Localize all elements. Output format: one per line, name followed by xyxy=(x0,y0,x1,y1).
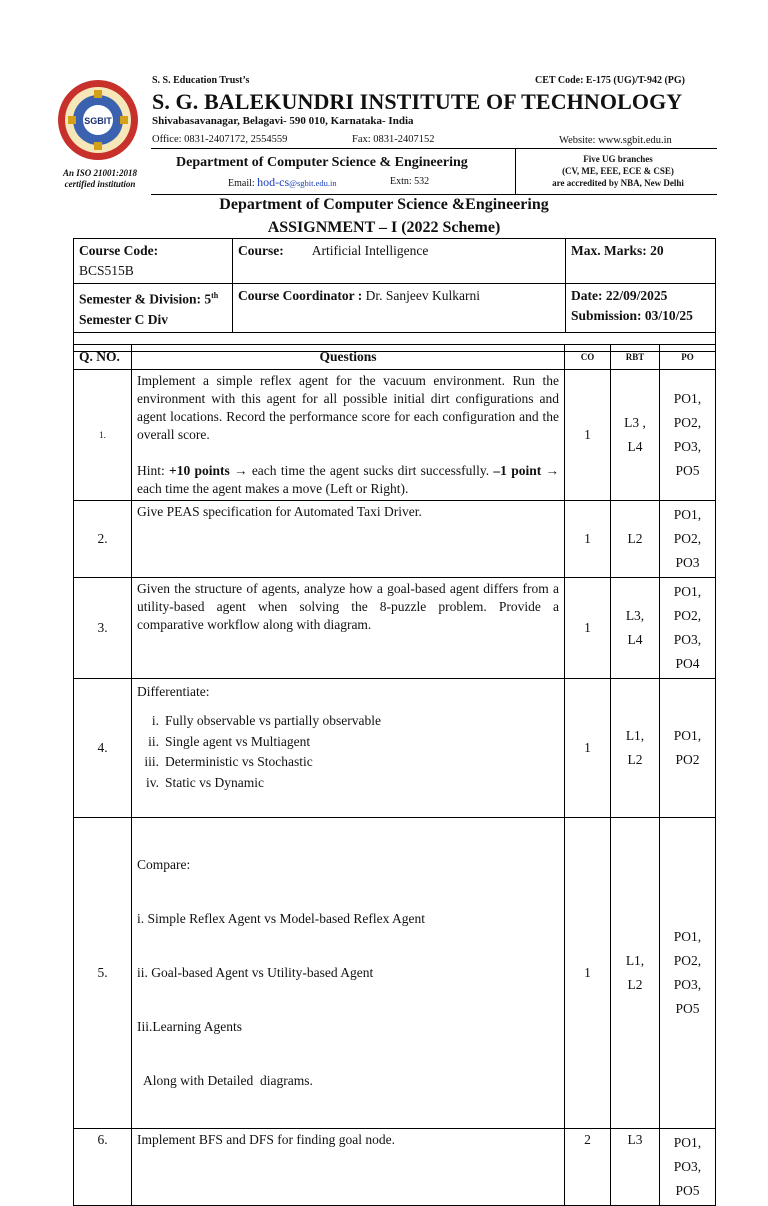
document-department-title: Department of Computer Science &Engineering xyxy=(219,196,549,213)
question-text xyxy=(132,679,565,818)
institute-name: S. G. BALEKUNDRI INSTITUTE OF TECHNOLOGY xyxy=(152,89,683,114)
table-row xyxy=(74,578,716,679)
table-row xyxy=(74,501,716,578)
question-text: Implement BFS and DFS for finding goal node. xyxy=(132,1129,565,1206)
po-value: PO1, PO2, PO3, PO5 xyxy=(660,818,716,1129)
co-value: 1 xyxy=(565,679,611,818)
rbt-value: L1, L2 xyxy=(611,679,660,818)
department-email xyxy=(228,175,337,190)
question-number: 4. xyxy=(74,679,132,818)
question-text: Compare: i. Simple Reflex Agent vs Model-based Reflex Agent ii. Goal-based Agent vs Utility-based Agent Iii.Learning Agents Along with Detailed diagrams. xyxy=(132,818,565,1129)
table-row xyxy=(74,679,716,818)
question-body: Differentiate: xyxy=(137,684,210,699)
co-value: 1 xyxy=(565,501,611,578)
table-row xyxy=(74,818,716,1129)
course-info-table xyxy=(73,238,716,352)
co-value: 1 xyxy=(565,578,611,679)
iso-line1: An ISO 21001:2018 xyxy=(62,168,137,178)
list-item: iii. Deterministic vs Stochastic xyxy=(144,754,313,769)
question-number: 6. xyxy=(74,1129,132,1206)
rbt-value: L3 xyxy=(611,1129,660,1206)
question-number: 2. xyxy=(74,501,132,578)
co-value: 1 xyxy=(565,370,611,501)
coordinator-name: Dr. Sanjeev Kulkarni xyxy=(365,288,480,303)
rbt-value: L2 xyxy=(611,501,660,578)
header-rule-top xyxy=(151,148,717,149)
office-phone: Office: 0831-2407172, 2554559 xyxy=(152,134,288,145)
dates-cell xyxy=(566,284,716,333)
email-user-link[interactable]: hod-cs xyxy=(257,175,290,189)
question-number: 3. xyxy=(74,578,132,679)
po-value: PO1, PO2, PO3 xyxy=(660,501,716,578)
header-rbt: RBT xyxy=(611,345,660,370)
accreditation-note xyxy=(520,153,716,189)
course-label: Course: xyxy=(238,243,284,258)
question-text xyxy=(132,370,565,501)
question-number: 1. xyxy=(74,370,132,501)
questions-table xyxy=(73,344,716,1206)
header-questions: Questions xyxy=(132,345,565,370)
assignment-date: Date: 22/09/2025 xyxy=(571,288,668,303)
po-value: PO1, PO2 xyxy=(660,679,716,818)
header-divider xyxy=(515,148,516,194)
header-rule-bottom xyxy=(151,194,717,195)
question-text: Given the structure of agents, analyze how a goal-based agent differs from a utility-based agent when solving the 8-puzzle problem. Provide a comparative workflow along with diagram. xyxy=(132,578,565,679)
question-text: Give PEAS specification for Automated Taxi Driver. xyxy=(132,501,565,578)
trust-name: S. S. Education Trust’s xyxy=(152,75,250,86)
course-code-cell xyxy=(74,239,233,284)
ug-line2: (CV, ME, EEE, ECE & CSE) xyxy=(562,166,674,176)
semester-label: Semester & Division: 5 xyxy=(79,291,212,307)
table-row xyxy=(74,370,716,501)
email-label: Email: xyxy=(228,178,255,189)
table-header-row xyxy=(74,345,716,370)
list-item: ii. Single agent vs Multiagent xyxy=(148,733,311,749)
differentiate-list xyxy=(137,711,559,793)
header-po: PO xyxy=(660,345,716,370)
rbt-value: L3, L4 xyxy=(611,578,660,679)
header-co: CO xyxy=(565,345,611,370)
co-value: 1 xyxy=(565,818,611,1129)
header-qno: Q. NO. xyxy=(74,345,132,370)
max-marks: Max. Marks: 20 xyxy=(566,239,716,284)
course-value: Artificial Intelligence xyxy=(311,243,429,258)
course-cell xyxy=(233,239,566,284)
question-number: 5. xyxy=(74,818,132,1129)
extension: Extn: 532 xyxy=(390,176,430,187)
email-domain-link[interactable]: @sgbit.edu.in xyxy=(289,178,337,188)
semester-suffix: th xyxy=(211,291,219,300)
course-code-label: Course Code: xyxy=(79,243,159,258)
website: Website: www.sgbit.edu.in xyxy=(559,135,672,146)
course-code-value: BCS515B xyxy=(79,263,134,278)
iso-line2: certified institution xyxy=(64,179,136,189)
coordinator-label: Course Coordinator : xyxy=(238,288,363,303)
department-header: Department of Computer Science & Engineering xyxy=(176,155,468,170)
institute-address: Shivabasavanagar, Belagavi- 590 010, Karnataka- India xyxy=(152,115,414,127)
po-value: PO1, PO2, PO3, PO4 xyxy=(660,578,716,679)
cet-code: CET Code: E-175 (UG)/T-942 (PG) xyxy=(535,75,685,86)
po-value: PO1, PO3, PO5 xyxy=(660,1129,716,1206)
semester-cell xyxy=(74,284,233,333)
institute-logo xyxy=(56,78,140,162)
table-row xyxy=(74,1129,716,1206)
iso-certification xyxy=(52,168,148,190)
logo-text: SGBIT xyxy=(84,116,112,126)
co-value: 2 xyxy=(565,1129,611,1206)
fax-number: Fax: 0831-2407152 xyxy=(352,134,435,145)
assignment-title: ASSIGNMENT – I (2022 Scheme) xyxy=(267,219,501,236)
list-item: i. Fully observable vs partially observable xyxy=(151,713,381,728)
question-hint: Hint: +10 points → each time the agent sucks dirt successfully. –1 point → each time the agent makes a move (Left or Right). xyxy=(137,463,559,496)
coordinator-cell xyxy=(233,284,566,333)
ug-line3: are accredited by NBA, New Delhi xyxy=(552,178,684,188)
ug-line1: Five UG branches xyxy=(583,154,653,164)
rbt-value: L3 , L4 xyxy=(611,370,660,501)
question-body: Implement a simple reflex agent for the vacuum environment. Run the environment with this agent for all possible initial dirt configurations and agent locations. Record the performance score for each configuration and the overall score. xyxy=(137,373,559,442)
submission-date: Submission: 03/10/25 xyxy=(571,308,693,323)
po-value: PO1, PO2, PO3, PO5 xyxy=(660,370,716,501)
semester-division: Semester C Div xyxy=(79,311,168,327)
rbt-value: L1, L2 xyxy=(611,818,660,1129)
list-item: iv. Static vs Dynamic xyxy=(146,774,264,790)
